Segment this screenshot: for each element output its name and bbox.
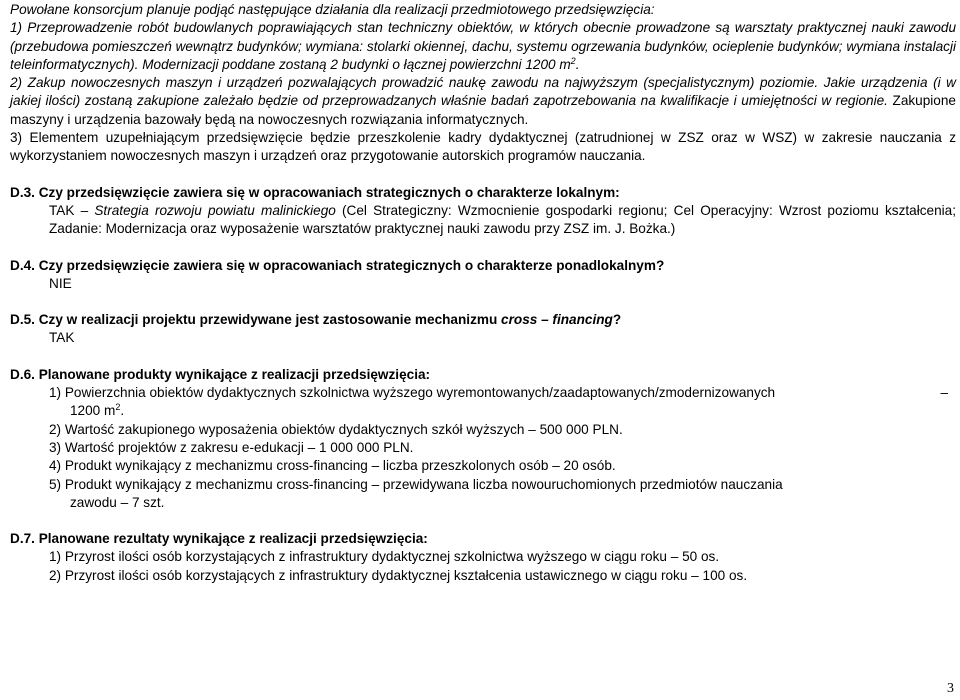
section-d6-item-5-continuation: zawodu – 7 szt. [70, 494, 165, 510]
section-d6-item-3: 3) Wartość projektów z zakresu e-edukacji – 1 000 000 PLN. [49, 439, 414, 455]
section-d3-answer-prefix: TAK – [49, 202, 95, 218]
activity-1-paragraph [10, 19, 956, 74]
section-d7-heading: D.7. Planowane rezultaty wynikające z realizacji przedsięwzięcia: [10, 531, 428, 547]
section-d7-item-2: 2) Przyrost ilości osób korzystających z infrastruktury dydaktycznej kształcenia ustawicznego w ciągu roku – 100 os. [49, 567, 748, 583]
section-d5-heading [10, 311, 956, 329]
page-number: 3 [947, 680, 954, 696]
activity-1-end: . [575, 56, 580, 72]
section-d5-heading-term: cross – financing [501, 312, 613, 328]
section-d6-item-1-superscript: 2 [115, 402, 121, 413]
section-d6-item-1-end: . [120, 403, 125, 419]
section-d6-item-1-value-text: 1200 m [70, 403, 116, 419]
section-d7-item-1: 1) Przyrost ilości osób korzystających z infrastruktury dydaktycznej szkolnictwa wyższego w ciągu roku – 50 os. [49, 549, 720, 565]
section-d5-heading-text: D.5. Czy w realizacji projektu przewidywane jest zastosowanie mechanizmu [10, 312, 502, 328]
section-d5-heading-end: ? [612, 312, 622, 328]
activity-2-text: Zakupione maszyny i urządzenia bazowały będą na nowoczesnych rozwiązania informatycznych. [10, 93, 956, 127]
activity-2-text-italic: 2) Zakup nowoczesnych maszyn i urządzeń pozwalających prowadzić naukę zawodu na najwyższym (specjalistycznym) poziomie. Jakie urządzenia (i w jakiej ilości) zostaną zakupione zależało będzie od przeprowadzanych właśnie badań zapotrzebowania na kwalifikacje i umiejętności w regionie. [10, 75, 956, 109]
document-body [10, 1, 956, 585]
section-d6-item-1-dash: – [940, 385, 948, 401]
section-d5-answer: TAK [49, 330, 75, 346]
section-d6-item-1 [10, 384, 956, 421]
section-d3-strategy-name: Strategia rozwoju powiatu malinickiego [94, 202, 336, 218]
section-d6-item-1-text: 1) Powierzchnia obiektów dydaktycznych szkolnictwa wyższego wyremontowanych/zaadaptowanych/zmodernizowanych [49, 385, 776, 401]
section-d4-heading: D.4. Czy przedsięwzięcie zawiera się w opracowaniach strategicznych o charakterze ponadlokalnym? [10, 257, 665, 273]
section-d6-item-1-value [49, 402, 956, 420]
section-d3-answer [10, 202, 956, 239]
section-d6-item-2: 2) Wartość zakupionego wyposażenia obiektów dydaktycznych szkół wyższych – 500 000 PLN. [49, 421, 623, 437]
section-d6-item-4: 4) Produkt wynikający z mechanizmu cross-financing – liczba przeszkolonych osób – 20 osób. [49, 458, 616, 474]
activity-1-superscript: 2 [570, 55, 576, 66]
intro-paragraph: Powołane konsorcjum planuje podjąć następujące działania dla realizacji przedmiotowego przedsięwzięcia: [10, 2, 655, 17]
activity-2-paragraph [10, 74, 956, 129]
activity-1-text: 1) Przeprowadzenie robót budowlanych poprawiających stan techniczny obiektów, w których obecnie prowadzone są warsztaty praktycznej nauki zawodu (przebudowa pomieszczeń wewnątrz budynków; wymiana: stolarki okiennej, dachu, systemu ogrzewania budynków, ocieplenie budynków; wymiana instalacji teleinformatycznych). Modernizacji poddane zostaną 2 budynki o łącznej powierzchni 1200 m [10, 20, 956, 72]
activity-3-paragraph: 3) Elementem uzupełniającym przedsięwzięcie będzie przeszkolenie kadry dydaktycznej (zatrudnionej w ZSZ oraz w WSZ) w zakresie nauczania z wykorzystaniem nowoczesnych maszyn i urządzeń oraz przygotowanie autorskich programów nauczania. [10, 130, 956, 164]
section-d6-heading: D.6. Planowane produkty wynikające z realizacji przedsięwzięcia: [10, 366, 431, 382]
section-d6-item-5: 5) Produkt wynikający z mechanizmu cross-financing – przewidywana liczba nowouruchomionych przedmiotów nauczania [49, 476, 783, 492]
section-d4-answer: NIE [49, 275, 72, 291]
section-d3-heading: D.3. Czy przedsięwzięcie zawiera się w opracowaniach strategicznych o charakterze lokalnym: [10, 184, 620, 200]
section-d3-answer-details: (Cel Strategiczny: Wzmocnienie gospodarki regionu; Cel Operacyjny: Wzrost poziomu kształcenia; Zadanie: Modernizacja oraz wyposażenie warsztatów praktycznej nauki zawodu przy ZSZ im. J. Bożka.) [49, 202, 957, 237]
